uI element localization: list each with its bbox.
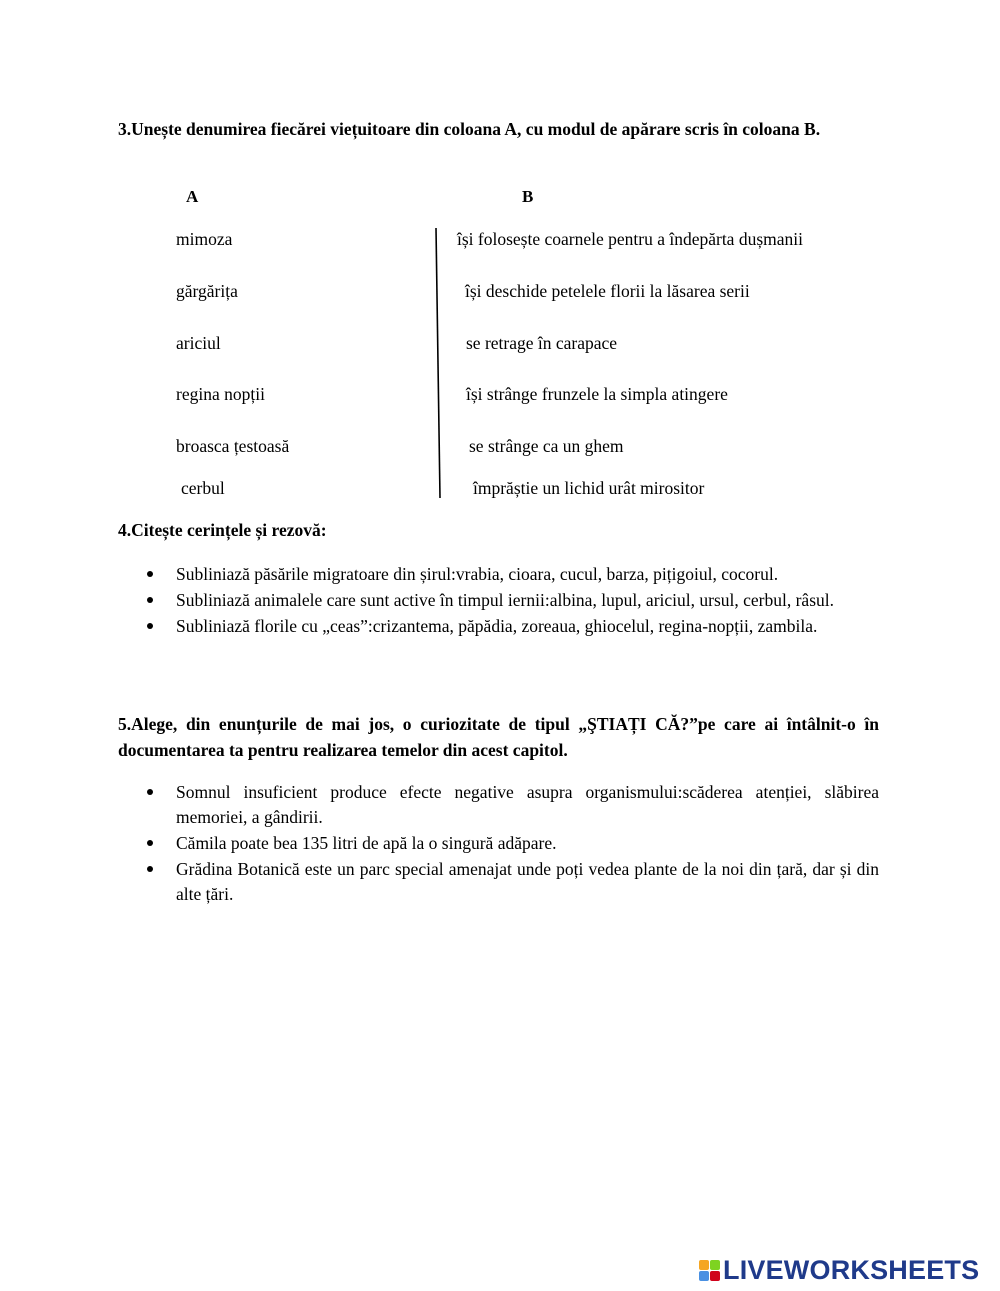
logo-square: [710, 1260, 720, 1270]
exercise4-item: Subliniază animalele care sunt active în timpul iernii:albina, lupul, ariciul, ursul, cerbul, râsul.: [140, 588, 879, 613]
exercise5-item: Cămila poate bea 135 litri de apă la o singură adăpare.: [140, 831, 879, 856]
column-b-item[interactable]: se strânge ca un ghem: [469, 436, 624, 456]
column-divider-line: [430, 226, 446, 502]
exercise5-item: Somnul insuficient produce efecte negative asupra organismului:scăderea atenției, slăbirea memoriei, a gândirii.: [140, 780, 879, 830]
exercise5-item: Grădina Botanică este un parc special amenajat unde poți vedea plante de la noi din țară, dar și din alte țări.: [140, 857, 879, 907]
exercise5-title: 5.Alege, din enunțurile de mai jos, o curiozitate de tipul „ŞTIAȚI CĂ?”pe care ai întâlnit-o în documentarea ta pentru realizarea temelor din acest capitol.: [118, 714, 879, 760]
liveworksheets-logo: [699, 1255, 979, 1285]
column-b-item[interactable]: împrăștie un lichid urât mirositor: [473, 478, 705, 498]
exercise4-item: Subliniază florile cu „ceas”:crizantema, păpădia, zoreaua, ghiocelul, regina-nopții, zambila.: [140, 614, 879, 639]
logo-square: [699, 1271, 709, 1281]
column-b-label: B: [522, 187, 534, 206]
column-b-item[interactable]: își strânge frunzele la simpla atingere: [466, 384, 728, 404]
column-a-item[interactable]: ariciul: [176, 333, 221, 353]
logo-square: [699, 1260, 709, 1270]
column-a-item[interactable]: cerbul: [181, 478, 225, 498]
logo-text: LIVEWORKSHEETS: [723, 1254, 980, 1285]
column-a-item[interactable]: broasca țestoasă: [176, 436, 290, 456]
logo-mark-icon: [699, 1260, 720, 1281]
column-a-item[interactable]: regina nopții: [176, 384, 265, 404]
exercise5-list: [140, 780, 879, 908]
column-a-item[interactable]: gărgărița: [176, 281, 238, 301]
exercise4-item: Subliniază păsările migratoare din șirul:vrabia, cioara, cucul, barza, pițigoiul, cocorul.: [140, 562, 879, 587]
exercise3-title: 3.Unește denumirea fiecărei viețuitoare din coloana A, cu modul de apărare scris în coloana B.: [118, 119, 821, 139]
column-a-label: A: [186, 187, 199, 206]
column-b-item[interactable]: își deschide petelele florii la lăsarea serii: [465, 281, 750, 301]
exercise4-title: 4.Citește cerințele și rezovă:: [118, 520, 327, 540]
column-b-item[interactable]: își folosește coarnele pentru a îndepărta dușmanii: [457, 229, 803, 249]
exercise4-list: [140, 562, 879, 640]
column-b-item[interactable]: se retrage în carapace: [466, 333, 618, 353]
logo-square: [710, 1271, 720, 1281]
column-a-item[interactable]: mimoza: [176, 229, 233, 249]
